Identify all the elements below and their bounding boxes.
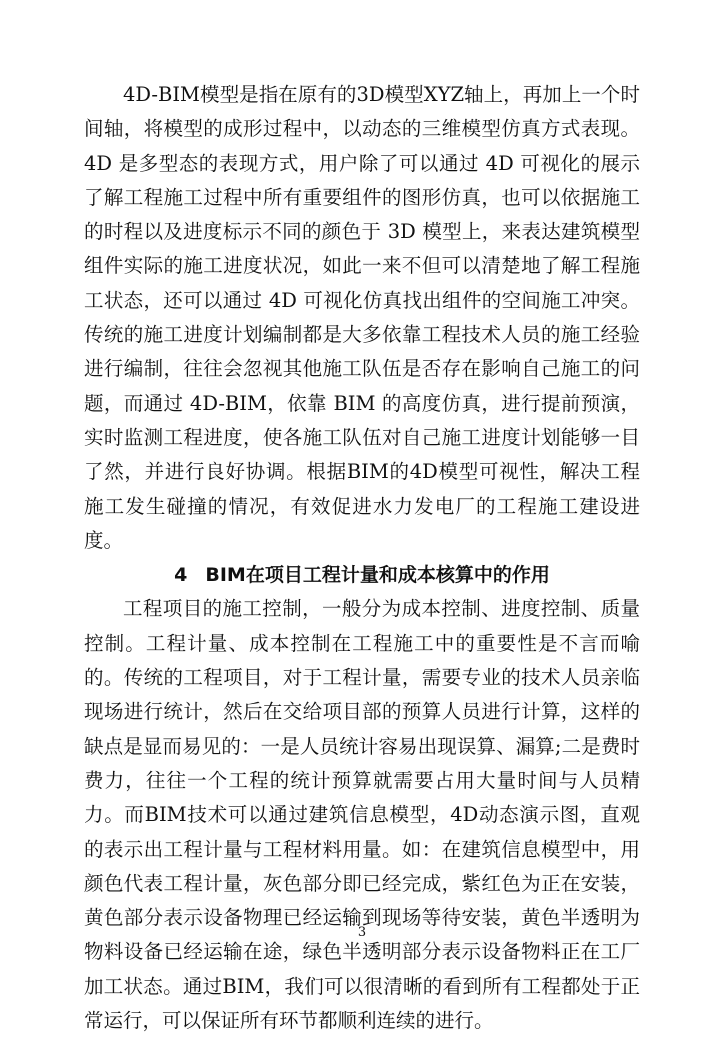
section-title: BIM在项目工程计量和成本核算中的作用	[205, 564, 550, 587]
paragraph-4d-bim: 4D-BIM模型是指在原有的3D模型XYZ轴上，再加上一个时间轴，将模型的成形过程中，以动态的三维模型仿真方式表现。4D 是多型态的表现方式，用户除了可以通过 4D 可视化的展示了解工程施工过程中所有重要组件的图形仿真，也可以依据施工的时程以及进度标示不同的颜色于 3D 模型上，来表达建筑模型组件实际的施工进度状况，如此一来不但可以清楚地了解工程施工状态，还可以通过 4D 可视化仿真找出组件的空间施工冲突。传统的施工进度计划编制都是大多依靠工程技术人员的施工经验进行编制，往往会忽视其他施工队伍是否存在影响自己施工的问题，而通过 4D-BIM，依靠 BIM 的高度仿真，进行提前预演，实时监测工程进度，使各施工队伍对自己施工进度计划能够一目了然，并进行良好协调。根据BIM的4D模型可视性，解决工程施工发生碰撞的情况，有效促进水力发电厂的工程施工建设进度。	[84, 83, 640, 552]
page-number: 3	[357, 925, 367, 940]
document-body	[84, 78, 640, 1038]
section-heading	[84, 558, 640, 592]
section-number: 4	[174, 564, 188, 587]
paragraph-cost-control: 工程项目的施工控制，一般分为成本控制、进度控制、质量控制。工程计量、成本控制在工程施工中的重要性是不言而喻的。传统的工程项目，对于工程计量，需要专业的技术人员亲临现场进行统计，然后在交给项目部的预算人员进行计算，这样的缺点是显而易见的：一是人员统计容易出现误算、漏算;二是费时费力，往往一个工程的统计预算就需要占用大量时间与人员精力。而BIM技术可以通过建筑信息模型，4D动态演示图，直观的表示出工程计量与工程材料用量。如：在建筑信息模型中，用颜色代表工程计量，灰色部分即已经完成，紫红色为正在安装，黄色部分表示设备物理已经运输到现场等待安装，黄色半透明为物料设备已经运输在途，绿色半透明部分表示设备物料正在工厂加工状态。通过BIM，我们可以很清晰的看到所有工程都处于正常运行，可以保证所有环节都顺利连续的进行。	[84, 597, 640, 1033]
